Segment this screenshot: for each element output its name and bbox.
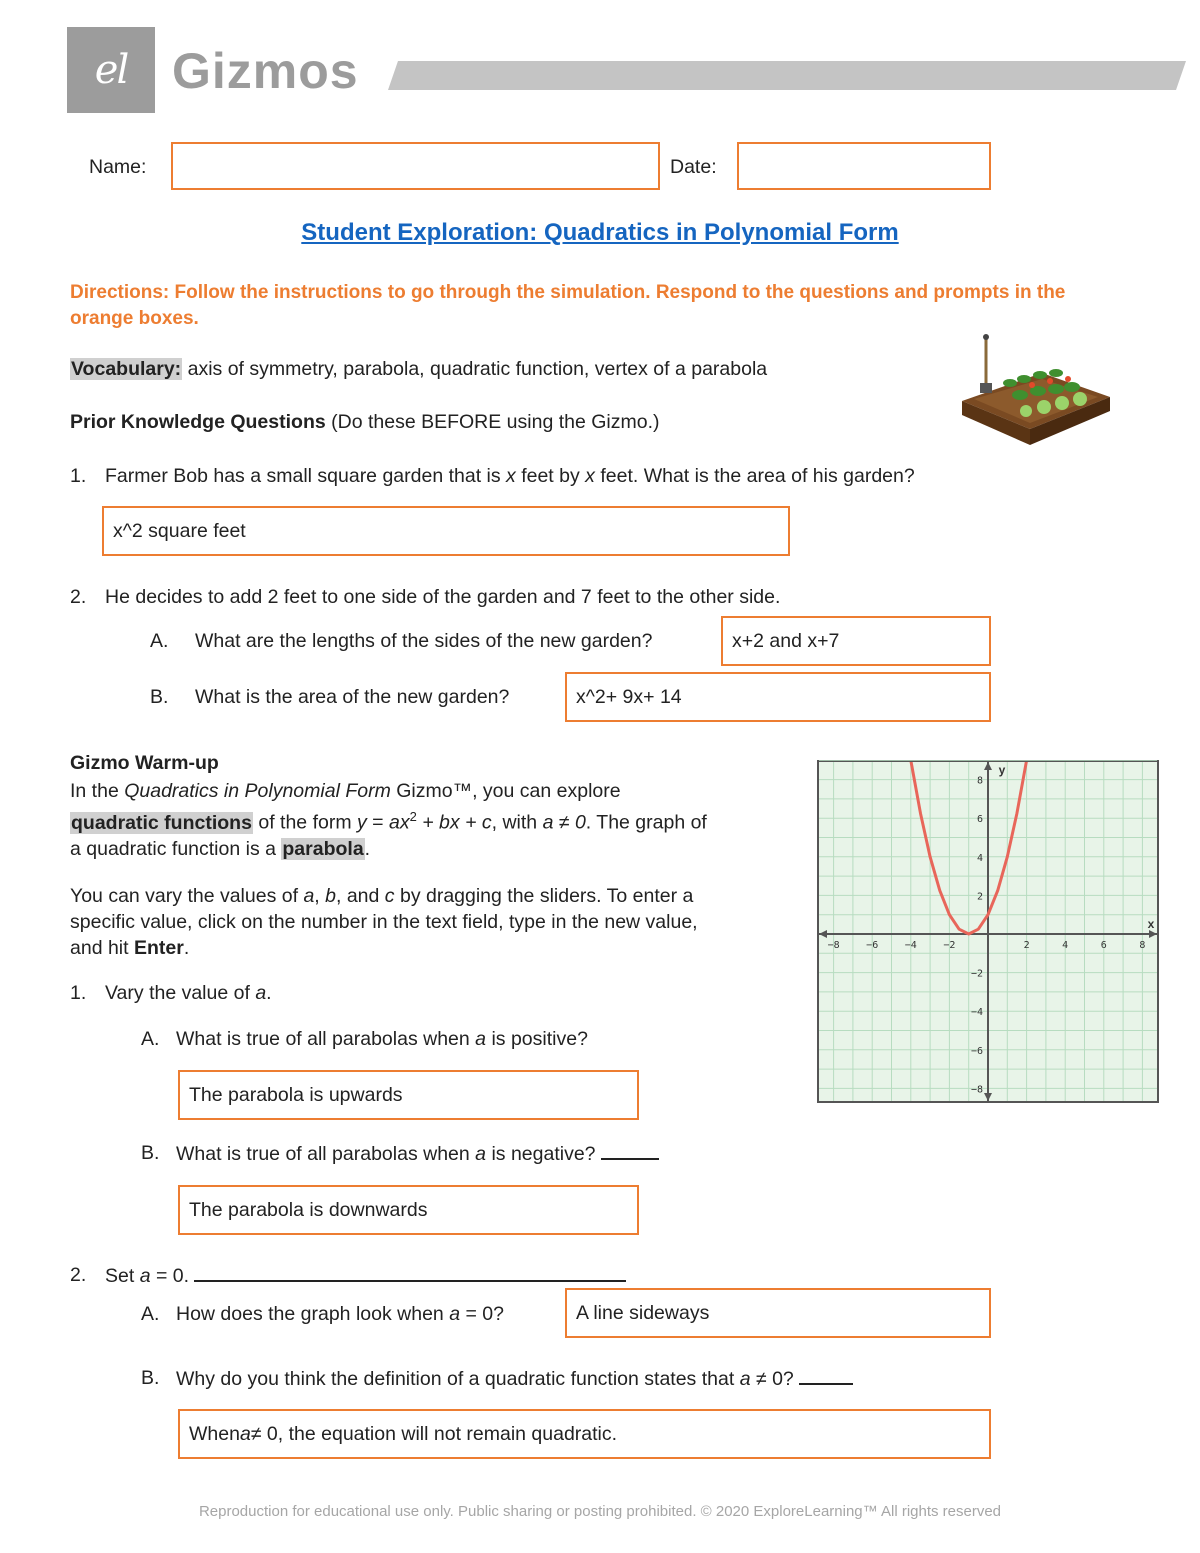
- pk-q1-text-c: feet. What is the area of his garden?: [600, 465, 915, 487]
- warmup-p2-c: c: [384, 885, 395, 907]
- x-tick-label: 6: [1100, 940, 1107, 951]
- pk-q1-answer[interactable]: x^2 square feet: [102, 506, 790, 556]
- warmup-term-parabola: parabola: [282, 837, 364, 860]
- warmup-p2-dot: .: [183, 937, 190, 959]
- warmup-p2-enter: Enter: [133, 937, 184, 959]
- warmup-p2-part1: You can vary the values of: [70, 885, 299, 907]
- wu-q1b-letter: B.: [141, 1142, 160, 1164]
- pk-q1-number: 1.: [70, 465, 87, 487]
- wu-q2b-text-1: Why do you think the definition of a quadratic function states that: [176, 1368, 735, 1390]
- pk-q1-text: [105, 465, 915, 488]
- wu-q1-var: a: [255, 982, 267, 1004]
- warmup-p2-line2: specific value, click on the number in the text field, type in the new value,: [70, 911, 698, 933]
- header-bar: [388, 61, 1186, 90]
- y-axis-label: y: [998, 763, 1006, 777]
- wu-q1-number: 1.: [70, 982, 87, 1004]
- wu-q2-blank: [194, 1264, 626, 1282]
- warmup-p1-dot: .: [364, 837, 371, 860]
- wu-q1a-var: a: [475, 1028, 487, 1050]
- garden-illustration: [960, 333, 1112, 451]
- warmup-p1-condition: a ≠ 0: [542, 811, 586, 834]
- warmup-eq-bx-c: + bx + c: [422, 811, 492, 834]
- wu-q2a-text-2: = 0?: [465, 1303, 504, 1325]
- wu-q2b-var: a: [739, 1368, 751, 1390]
- warmup-eq-ax: ax: [388, 811, 410, 834]
- wu-q2b-answer-1: When: [189, 1422, 240, 1445]
- wu-q1a-answer[interactable]: The parabola is upwards: [178, 1070, 639, 1120]
- pk-q2a-letter: A.: [150, 630, 169, 652]
- wu-q1b-text: [176, 1142, 659, 1166]
- warmup-eq-equals: =: [372, 811, 384, 834]
- pk-q2b-text: What is the area of the new garden?: [195, 686, 510, 708]
- x-axis-label: x: [1147, 917, 1155, 931]
- wu-q1-dot: .: [266, 982, 272, 1004]
- wu-q2b-answer-2: ≠ 0, the equation will not remain quadratic.: [250, 1422, 618, 1445]
- wu-q2b-letter: B.: [141, 1367, 160, 1389]
- warmup-p2-part2: by dragging the sliders. To enter a: [399, 885, 694, 907]
- wu-q1a-text-1: What is true of all parabolas when: [176, 1028, 470, 1050]
- wu-q2-text: [105, 1264, 626, 1288]
- wu-q2b-text: [176, 1367, 853, 1391]
- prior-knowledge-heading: Prior Knowledge Questions: [70, 411, 326, 433]
- y-tick-label: 4: [976, 852, 983, 864]
- wu-q2-var: a: [139, 1265, 151, 1287]
- pk-q1-text-b: feet by: [521, 465, 580, 487]
- wu-q2b-answer[interactable]: [178, 1409, 991, 1459]
- pk-q2a-answer[interactable]: x+2 and x+7: [721, 616, 991, 666]
- name-label: Name:: [89, 156, 147, 178]
- pk-q2a-text: What are the lengths of the sides of the new garden?: [195, 630, 653, 652]
- y-tick-label: 8: [976, 775, 983, 787]
- x-tick-label: −8: [827, 940, 840, 951]
- wu-q2-text-main: Set: [105, 1265, 135, 1287]
- y-tick-label: 6: [976, 814, 983, 826]
- wu-q1b-text-2: is negative?: [491, 1143, 596, 1165]
- wu-q1a-letter: A.: [141, 1028, 160, 1050]
- wu-q2b-text-2: ≠ 0?: [755, 1368, 794, 1390]
- explorelearning-logo: el: [94, 47, 128, 93]
- warmup-term-quadratic-functions: quadratic functions: [71, 811, 252, 834]
- wu-q2a-text: [176, 1303, 504, 1326]
- x-tick-label: 2: [1023, 940, 1030, 951]
- x-tick-label: −2: [943, 940, 956, 951]
- wu-q1b-var: a: [475, 1143, 487, 1165]
- wu-q1a-text-2: is positive?: [491, 1028, 588, 1050]
- wu-q1a-text: [176, 1028, 588, 1051]
- y-tick-label: −4: [970, 1007, 983, 1019]
- wu-q2a-answer[interactable]: A line sideways: [565, 1288, 991, 1338]
- x-tick-label: 4: [1062, 940, 1069, 951]
- pk-q1-text-a: Farmer Bob has a small square garden that is: [105, 465, 501, 487]
- parabola-graph: [817, 760, 1159, 1103]
- wu-q2a-text-1: How does the graph look when: [176, 1303, 444, 1325]
- wu-q1-text: [105, 982, 272, 1005]
- vocabulary-label: Vocabulary:: [71, 358, 182, 380]
- x-tick-label: −6: [866, 940, 879, 951]
- x-tick-label: −4: [904, 940, 917, 951]
- pk-q2-text: He decides to add 2 feet to one side of the garden and 7 feet to the other side.: [105, 586, 781, 608]
- wu-q2-eq: = 0.: [155, 1265, 190, 1287]
- wu-q2-number: 2.: [70, 1264, 87, 1286]
- warmup-p1-with: , with: [491, 811, 538, 834]
- date-field[interactable]: [737, 142, 991, 190]
- page-title: Student Exploration: Quadratics in Polynomial Form: [301, 219, 899, 246]
- warmup-p1-form: of the form: [258, 811, 352, 834]
- warmup-eq-exponent: 2: [409, 809, 417, 824]
- wu-q1b-text-1: What is true of all parabolas when: [176, 1143, 470, 1165]
- warmup-p1-end: . The graph of: [585, 811, 707, 834]
- wu-q2b-blank: [799, 1367, 853, 1385]
- warmup-p2-comma: ,: [314, 885, 320, 907]
- wu-q1b-answer[interactable]: The parabola is downwards: [178, 1185, 639, 1235]
- warmup-p2-b: b: [325, 885, 336, 907]
- name-field[interactable]: [171, 142, 660, 190]
- wu-q2a-var: a: [449, 1303, 461, 1325]
- vocabulary-line: [70, 358, 767, 381]
- warmup-p1-in-the: In the: [70, 780, 119, 802]
- warmup-p1-rest: Gizmo™, you can explore: [396, 780, 621, 802]
- directions-text: Directions: Follow the instructions to go through the simulation. Respond to the questions and prompts in the orange boxes.: [70, 282, 1066, 329]
- footer-copyright: Reproduction for educational use only. Public sharing or posting prohibited. © 2020 ExploreLearning™ All rights reserved: [198, 1503, 1002, 1520]
- warmup-heading: Gizmo Warm-up: [70, 752, 219, 774]
- y-tick-label: 2: [976, 891, 983, 903]
- y-tick-label: −8: [970, 1084, 983, 1096]
- vocabulary-terms: axis of symmetry, parabola, quadratic function, vertex of a parabola: [187, 358, 768, 380]
- warmup-p2-a: a: [303, 885, 315, 907]
- gizmos-brand: Gizmos: [172, 43, 359, 99]
- wu-q2b-answer-var: a: [239, 1422, 251, 1445]
- warmup-eq-y: y: [357, 811, 367, 834]
- warmup-paragraph-2: [70, 883, 790, 961]
- warmup-paragraph-1: [70, 778, 790, 862]
- pk-q1-var1: x: [506, 465, 516, 487]
- pk-q2b-letter: B.: [150, 686, 169, 708]
- prior-knowledge-note: (Do these BEFORE using the Gizmo.): [331, 411, 660, 433]
- warmup-p1-line3: a quadratic function is a: [70, 837, 276, 860]
- y-tick-label: −6: [970, 1045, 983, 1057]
- pk-q2b-answer[interactable]: x^2+ 9x+ 14: [565, 672, 991, 722]
- warmup-p2-and: , and: [336, 885, 380, 907]
- prior-knowledge-heading-line: [70, 411, 660, 434]
- y-tick-label: −2: [970, 968, 983, 980]
- warmup-p1-gizmo-name: Quadratics in Polynomial Form: [124, 780, 391, 802]
- pk-q1-var2: x: [585, 465, 595, 487]
- pk-q2-number: 2.: [70, 586, 87, 608]
- warmup-p2-line3: and hit: [70, 937, 129, 959]
- wu-q1b-blank: [601, 1142, 659, 1160]
- wu-q1-text-main: Vary the value of: [105, 982, 250, 1004]
- date-label: Date:: [670, 156, 717, 178]
- wu-q2a-letter: A.: [141, 1303, 160, 1325]
- x-tick-label: 8: [1139, 940, 1146, 951]
